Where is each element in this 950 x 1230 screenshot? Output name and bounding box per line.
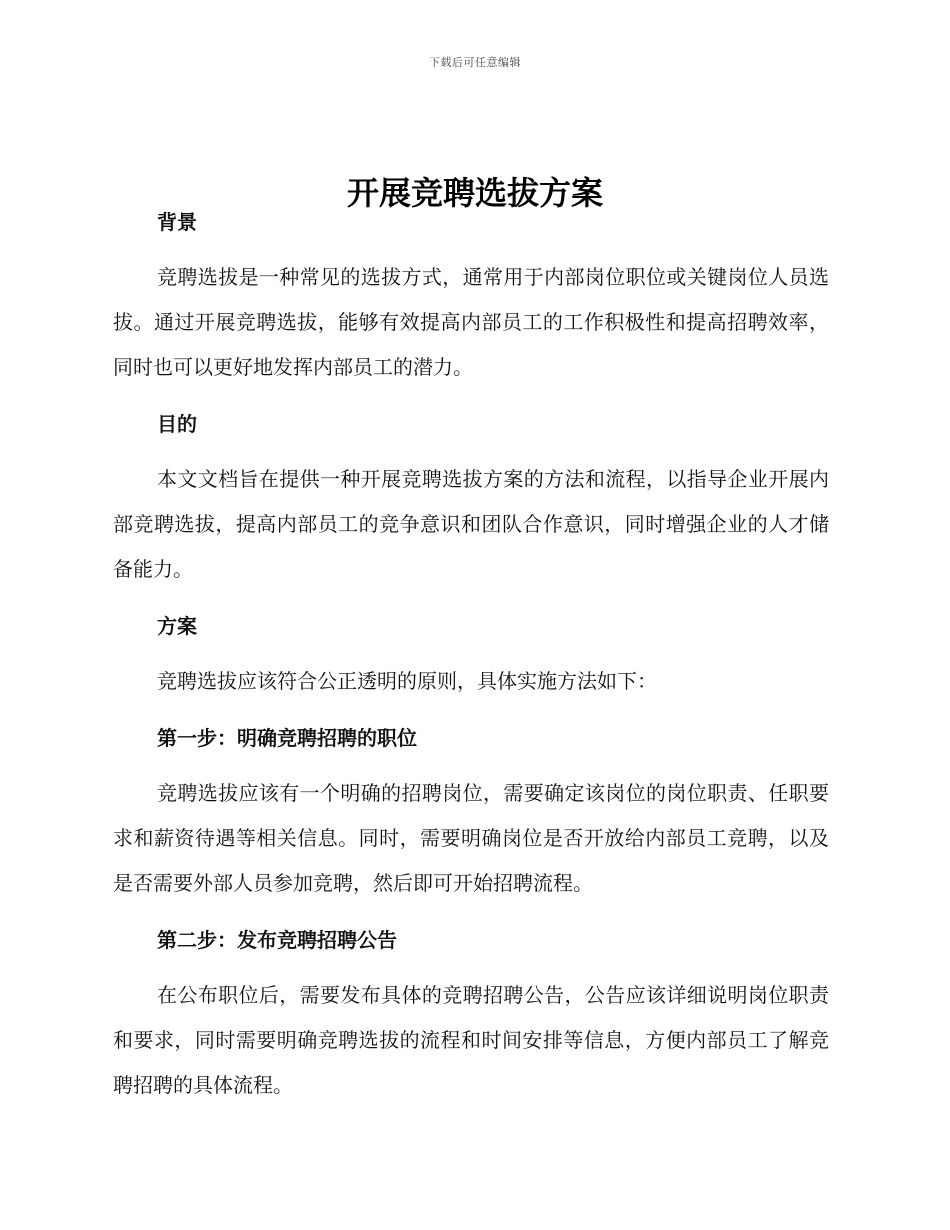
section-purpose [113, 404, 829, 606]
document-title: 开展竞聘选拔方案 [346, 174, 603, 213]
section-paragraph: 竞聘选拔应该符合公正透明的原则，具体实施方法如下： [157, 669, 657, 693]
document-body [113, 202, 829, 1108]
section-paragraph: 本文文档旨在提供一种开展竞聘选拔方案的方法和流程，以指导企业开展内部竞聘选拔，提高内部员工的竞争意识和团队合作意识，同时增强企业的人才储备能力。 [113, 467, 829, 581]
section-step-one [113, 718, 829, 920]
section-background [113, 202, 829, 404]
section-paragraph: 在公布职位后，需要发布具体的竞聘招聘公告，公告应该详细说明岗位职责和要求，同时需要明确竞聘选拔的流程和时间安排等信息，方便内部员工了解竞聘招聘的具体流程。 [113, 983, 829, 1097]
section-paragraph: 竞聘选拔是一种常见的选拔方式，通常用于内部岗位职位或关键岗位人员选拔。通过开展竞聘选拔，能够有效提高内部员工的工作积极性和提高招聘效率，同时也可以更好地发挥内部员工的潜力。 [113, 265, 829, 379]
section-heading: 背景 [157, 210, 197, 234]
section-heading: 第二步：发布竞聘招聘公告 [157, 928, 397, 952]
section-heading: 方案 [157, 614, 197, 638]
section-heading: 第一步：明确竞聘招聘的职位 [157, 726, 417, 750]
header-note: 下载后可任意编辑 [429, 56, 521, 69]
section-paragraph: 竞聘选拔应该有一个明确的招聘岗位，需要确定该岗位的岗位职责、任职要求和薪资待遇等相关信息。同时，需要明确岗位是否开放给内部员工竞聘，以及是否需要外部人员参加竞聘，然后即可开始招聘流程。 [113, 781, 829, 895]
section-plan [113, 606, 829, 718]
section-step-two [113, 920, 829, 1108]
section-heading: 目的 [157, 412, 197, 436]
